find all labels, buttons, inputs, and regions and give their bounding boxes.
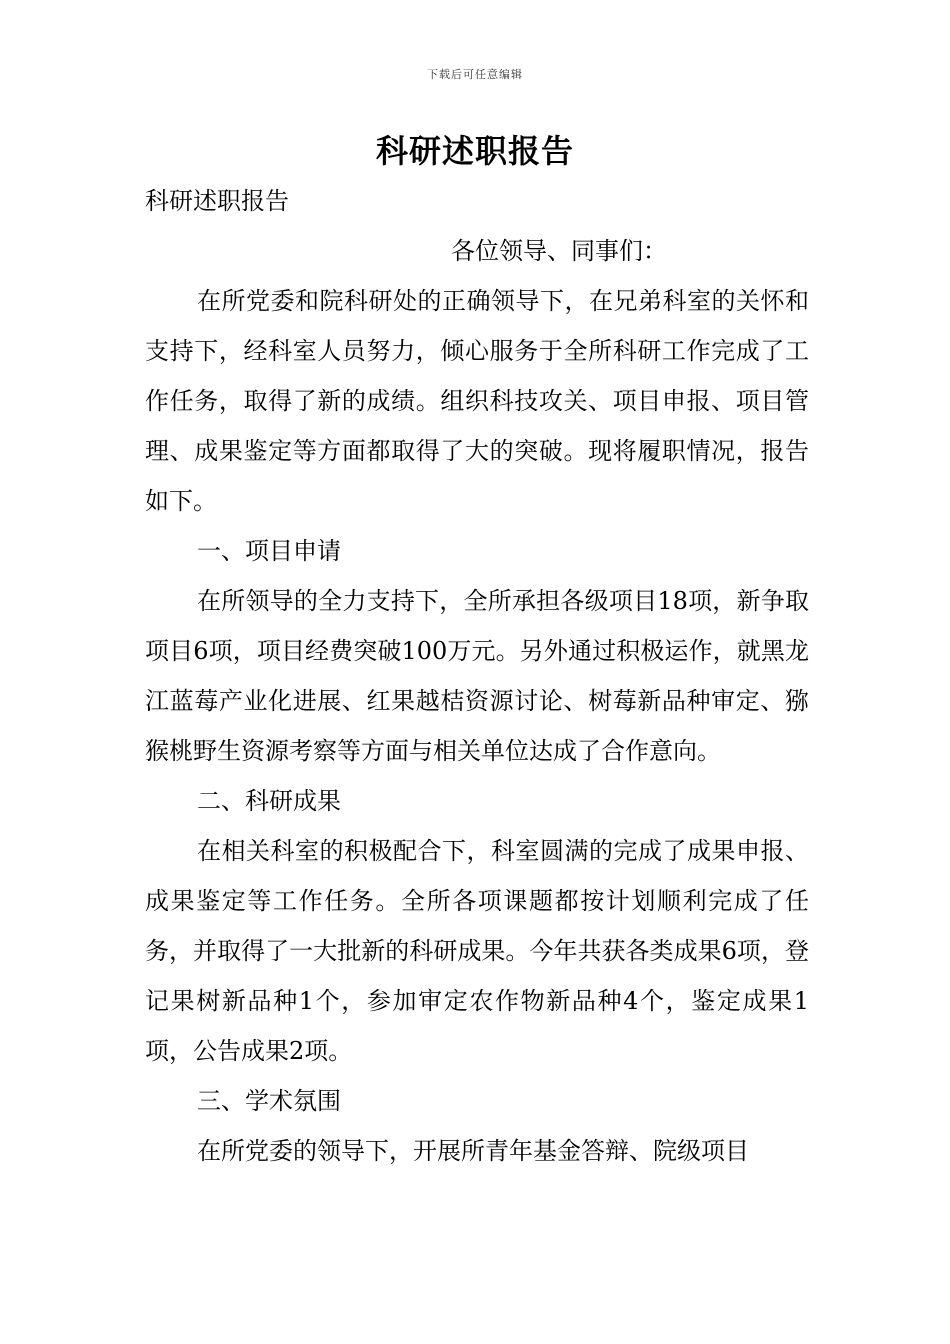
section-heading-academic-atmosphere: 三、学术氛围 bbox=[197, 1087, 341, 1115]
section-heading-project-application: 一、项目申请 bbox=[197, 537, 341, 565]
section-heading-research-results: 二、科研成果 bbox=[197, 787, 341, 815]
intro-paragraph: 在所党委和院科研处的正确领导下，在兄弟科室的关怀和支持下，经科室人员努力，倾心服务于全所科研工作完成了工作任务，取得了新的成绩。组织科技攻关、项目申报、项目管理、成果鉴定等方面都取得了大的突破。现将履职情况，报告如下。 bbox=[145, 287, 809, 515]
research-results-paragraph: 在相关科室的积极配合下，科室圆满的完成了成果申报、成果鉴定等工作任务。全所各项课题都按计划顺利完成了任务，并取得了一大批新的科研成果。今年共获各类成果6项，登记果树新品种1个，参加审定农作物新品种4个，鉴定成果1项，公告成果2项。 bbox=[145, 837, 809, 1065]
academic-atmosphere-paragraph: 在所党委的领导下，开展所青年基金答辩、院级项目 bbox=[197, 1137, 749, 1165]
document-subtitle: 科研述职报告 bbox=[145, 187, 289, 215]
document-body bbox=[145, 176, 809, 1176]
salutation: 各位领导、同事们： bbox=[451, 237, 667, 265]
header-note: 下载后可任意编辑 bbox=[427, 68, 523, 81]
document-title: 科研述职报告 bbox=[375, 132, 574, 170]
project-application-paragraph: 在所领导的全力支持下，全所承担各级项目18项，新争取项目6项，项目经费突破100万元。另外通过积极运作，就黑龙江蓝莓产业化进展、红果越桔资源讨论、树莓新品种审定、猕猴桃野生资源考察等方面与相关单位达成了合作意向。 bbox=[145, 587, 809, 765]
